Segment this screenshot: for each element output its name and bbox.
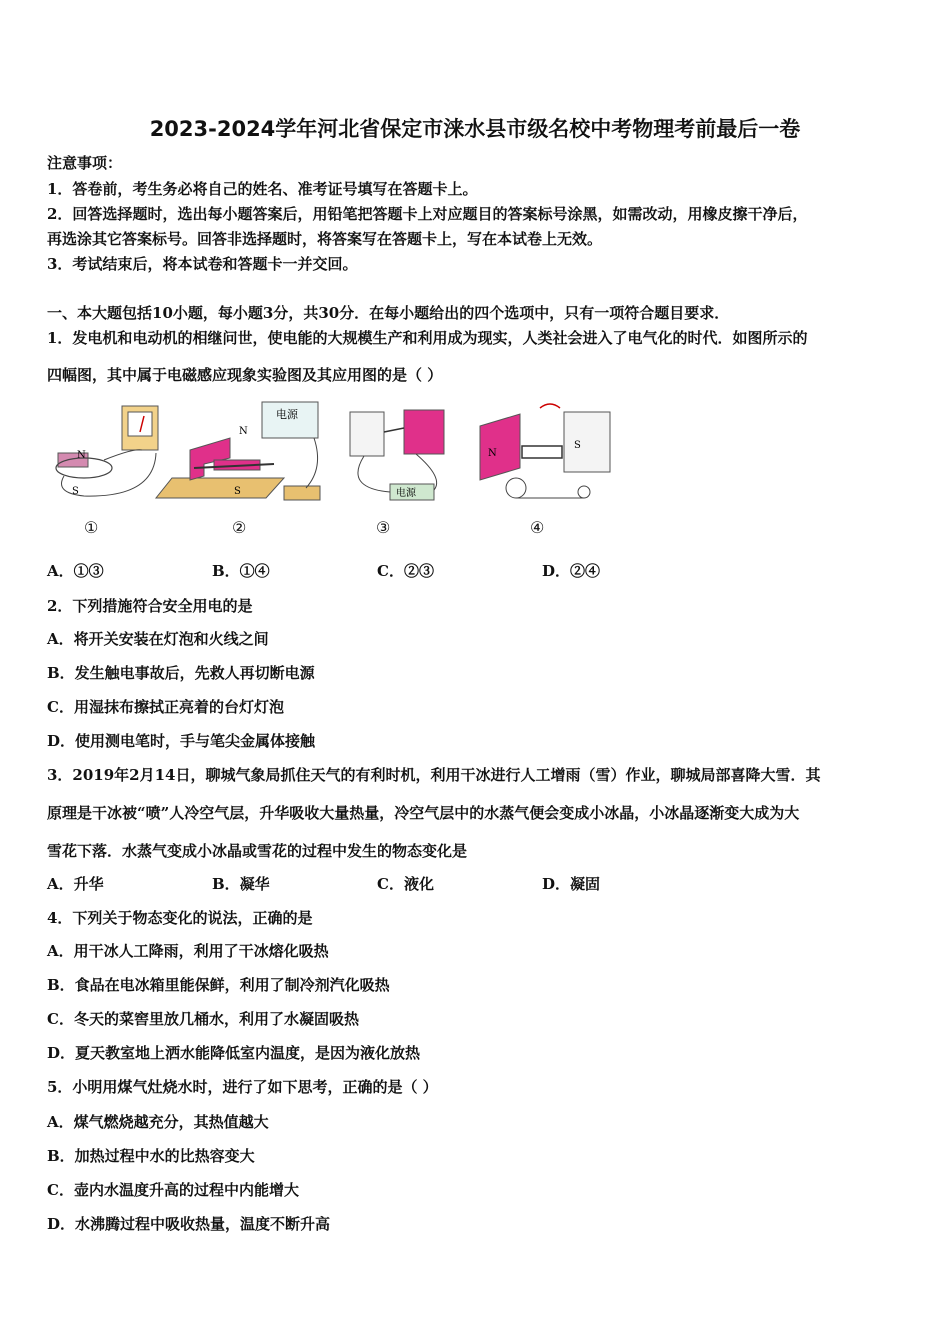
q3-option-b: B．凝华 bbox=[212, 875, 270, 893]
fig-text-power: 电源 bbox=[276, 408, 298, 421]
fig-text-n: N bbox=[77, 450, 86, 461]
fig-text-s: S bbox=[574, 440, 581, 451]
notice-item: 1．答卷前，考生务必将自己的姓名、准考证号填写在答题卡上。 bbox=[47, 180, 478, 198]
q4-option-d: D．夏天教室地上洒水能降低室内温度，是因为液化放热 bbox=[47, 1044, 421, 1062]
q5-option-d: D．水沸腾过程中吸收热量，温度不断升高 bbox=[47, 1215, 331, 1233]
notice-heading: 注意事项： bbox=[47, 154, 123, 172]
figure-label-1: ① bbox=[84, 518, 99, 537]
exam-title: 2023-2024学年河北省保定市涞水县市级名校中考物理考前最后一卷 bbox=[149, 117, 801, 141]
q1-option-b: B．①④ bbox=[212, 562, 270, 580]
fig-text-n: N bbox=[239, 426, 248, 437]
q5-option-b: B．加热过程中水的比热容变大 bbox=[47, 1147, 255, 1165]
q1-figure bbox=[44, 398, 624, 543]
fig-text-n: N bbox=[488, 448, 497, 459]
q4-option-a: A．用干冰人工降雨，利用了干冰熔化吸热 bbox=[47, 942, 329, 960]
figure-4-generator-setup bbox=[480, 404, 610, 498]
q3-stem-line: 雪花下落．水蒸气变成小冰晶或雪花的过程中发生的物态变化是 bbox=[47, 842, 468, 860]
figure-1-galvanometer-setup bbox=[56, 406, 158, 497]
q2-option-b: B．发生触电事故后，先救人再切断电源 bbox=[47, 664, 315, 682]
q1-option-a: A．①③ bbox=[47, 562, 104, 580]
q4-option-c: C．冬天的菜窖里放几桶水，利用了水凝固吸热 bbox=[47, 1010, 359, 1028]
q5-stem: 5．小明用煤气灶烧水时，进行了如下思考，正确的是（ ） bbox=[47, 1078, 438, 1096]
notice-item: 再选涂其它答案标号。回答非选择题时，将答案写在答题卡上，写在本试卷上无效。 bbox=[47, 230, 603, 248]
section-heading: 一、本大题包括10小题，每小题3分，共30分．在每小题给出的四个选项中，只有一项符合题目要求． bbox=[47, 304, 730, 322]
q3-stem-line: 3．2019年2月14日，聊城气象局抓住天气的有利时机，利用干冰进行人工增雨（雪）作业，聊城局部喜降大雪．其 bbox=[47, 766, 821, 784]
q1-stem-line: 1．发电机和电动机的相继问世，使电能的大规模生产和利用成为现实，人类社会进入了电气化的时代．如图所示的 bbox=[47, 329, 808, 347]
q3-option-d: D．凝固 bbox=[542, 875, 601, 893]
q1-option-d: D．②④ bbox=[542, 562, 601, 580]
q2-option-d: D．使用测电笔时，手与笔尖金属体接触 bbox=[47, 732, 316, 750]
q1-stem-line: 四幅图，其中属于电磁感应现象实验图及其应用图的是（ ） bbox=[47, 366, 443, 384]
q4-stem: 4．下列关于物态变化的说法，正确的是 bbox=[47, 909, 313, 927]
figure-label-2: ② bbox=[232, 518, 247, 537]
fig-text-s: S bbox=[72, 486, 79, 497]
figure-2-motor-setup bbox=[156, 402, 320, 500]
q3-option-a: A．升华 bbox=[47, 875, 104, 893]
figure-label-4: ④ bbox=[530, 518, 545, 537]
q3-stem-line: 原理是干冰被“喷”人冷空气层，升华吸收大量热量，冷空气层中的水蒸气便会变成小冰晶，小冰晶逐渐变大成为大 bbox=[47, 804, 800, 822]
q1-option-c: C．②③ bbox=[377, 562, 434, 580]
q2-option-a: A．将开关安装在灯泡和火线之间 bbox=[47, 630, 269, 648]
figure-label-3: ③ bbox=[376, 518, 391, 537]
notice-item: 3．考试结束后，将本试卷和答题卡一并交回。 bbox=[47, 255, 358, 273]
q5-option-a: A．煤气燃烧越充分，其热值越大 bbox=[47, 1113, 269, 1131]
fig-text-power: 电源 bbox=[396, 488, 416, 499]
notice-item: 2．回答选择题时，选出每小题答案后，用铅笔把答题卡上对应题目的答案标号涂黑，如需改动，用橡皮擦干净后， bbox=[47, 205, 808, 223]
q4-option-b: B．食品在电冰箱里能保鲜，利用了制冷剂汽化吸热 bbox=[47, 976, 390, 994]
q3-option-c: C．液化 bbox=[377, 875, 434, 893]
q2-stem: 2．下列措施符合安全用电的是 bbox=[47, 597, 253, 615]
q2-option-c: C．用湿抹布擦拭正亮着的台灯灯泡 bbox=[47, 698, 284, 716]
q5-option-c: C．壶内水温度升高的过程中内能增大 bbox=[47, 1181, 299, 1199]
figure-3-rail-setup bbox=[350, 410, 444, 500]
fig-text-s: S bbox=[234, 486, 241, 497]
